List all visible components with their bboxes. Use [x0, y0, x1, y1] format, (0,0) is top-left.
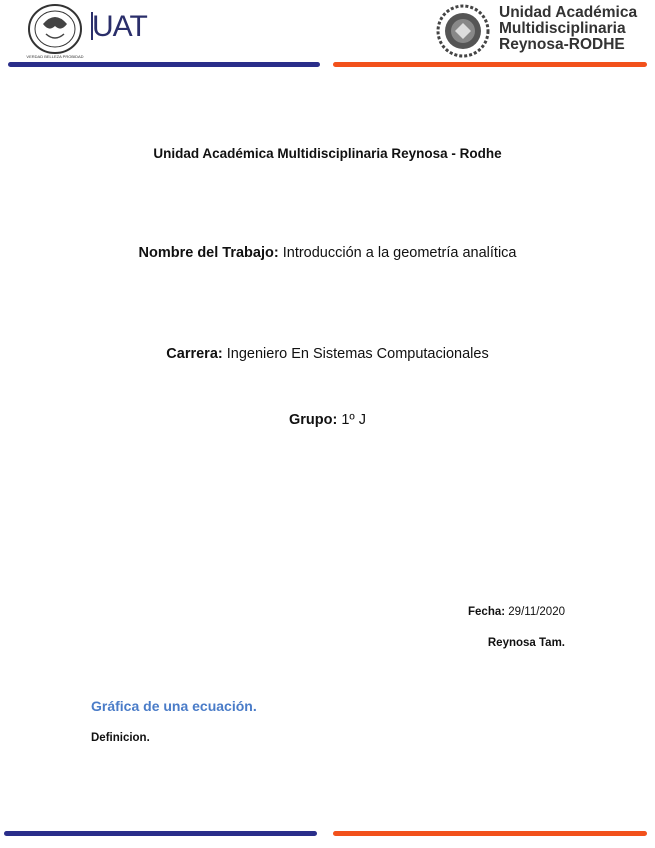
section-heading: Gráfica de una ecuación. — [91, 698, 257, 714]
date-value: 29/11/2020 — [505, 606, 565, 618]
subheading-definition: Definicion. — [91, 732, 150, 744]
career-value: Ingeniero En Sistemas Computacionales — [222, 346, 489, 362]
work-title-label: Nombre del Trabajo: — [138, 245, 279, 261]
date-label: Fecha: — [468, 606, 506, 618]
group-value: 1º J — [337, 412, 366, 428]
rodhe-logo-text — [499, 5, 637, 53]
footer-bar-orange — [333, 831, 647, 836]
place: Reynosa Tam. — [487, 637, 565, 649]
work-title-value: Introducción a la geometría analítica — [278, 245, 517, 261]
rodhe-logo-line-3: Reynosa-RODHE — [499, 36, 625, 53]
uat-seal-caption: VERDAD BELLEZA PROBIDAD — [26, 54, 84, 59]
rodhe-logo-line-2: Multidisciplinaria — [499, 20, 626, 37]
header-bar-blue — [8, 62, 320, 67]
uat-seal-logo — [24, 2, 86, 60]
header-bar-orange — [333, 62, 647, 67]
date — [468, 606, 565, 618]
footer-bar-blue — [4, 831, 317, 836]
career-label: Carrera: — [166, 346, 223, 362]
rodhe-seal-logo — [433, 4, 493, 59]
institution-name: Unidad Académica Multidisciplinaria Reynosa - Rodhe — [153, 146, 502, 161]
group — [0, 412, 655, 428]
group-label: Grupo: — [289, 412, 338, 428]
work-title — [0, 245, 655, 261]
career — [0, 346, 655, 362]
uat-logo-text: UAT — [92, 10, 147, 43]
rodhe-logo-line-1: Unidad Académica — [499, 4, 638, 21]
